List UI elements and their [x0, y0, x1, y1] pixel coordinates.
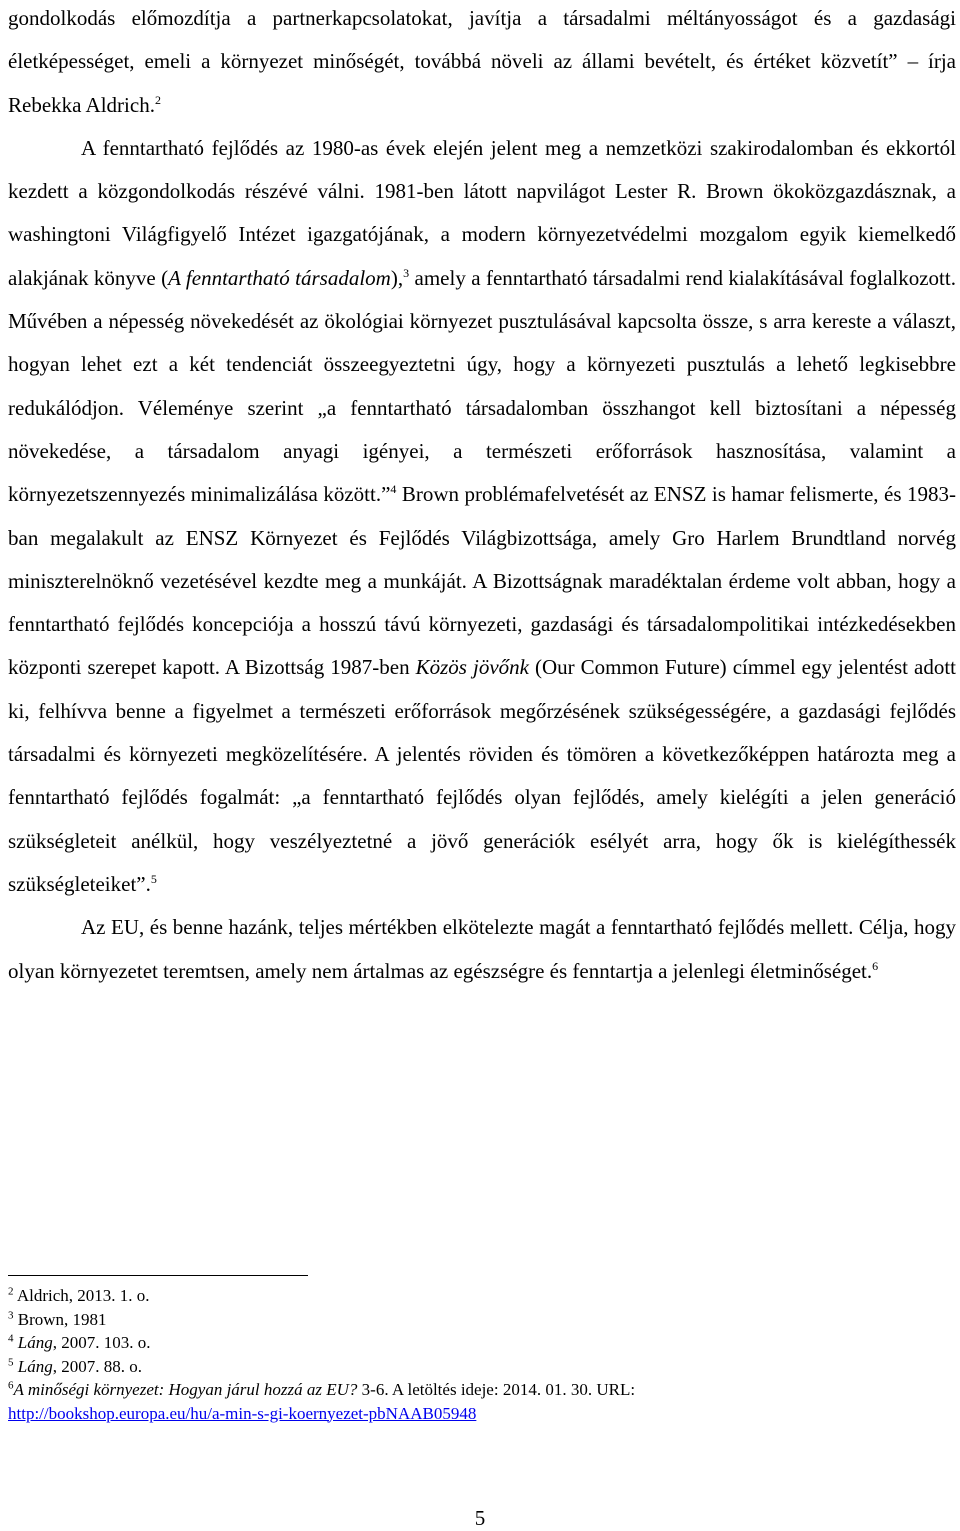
footnote-3: [8, 1308, 956, 1332]
paragraph-2-text-a: A fenntartható fejlődés az 1980-as évek elején jelent meg a nemzetközi szakirodalomban és ekkortól kezdett a közgondolkodás részévé válni. 1981-ben látott napvilágot Lester R. Brown ökoközgazdásznak, a washingtoni Világfigyelő Intézet igazgatójának, a modern környezetvédelmi mozgalom egyik kiemelkedő alakjának könyve (: [8, 135, 956, 290]
document-page: [8, 0, 956, 993]
book-title-italic: A fenntartható társadalom: [168, 265, 391, 290]
footnote-text: Aldrich, 2013. 1. o.: [16, 1286, 150, 1305]
footnote-italic: A minőségi környezet: Hogyan járul hozzá az EU?: [13, 1380, 358, 1399]
footnote-ref-2[interactable]: 2: [154, 92, 161, 107]
footnote-number: 5: [8, 1355, 14, 1368]
page-number: 5: [474, 1506, 486, 1530]
footnote-italic: Láng: [17, 1333, 53, 1352]
footnote-url-link[interactable]: http://bookshop.europa.eu/hu/a-min-s-gi-koernyezet-pbNAAB05948: [8, 1403, 477, 1423]
footnote-5: [8, 1355, 956, 1379]
footnote-ref-3[interactable]: 3: [403, 265, 410, 280]
footnote-text: Brown, 1981: [17, 1309, 107, 1329]
footnote-4: [8, 1331, 956, 1355]
paragraph-1-text: gondolkodás előmozdítja a partnerkapcsolatokat, javítja a társadalmi méltányosságot és a gazdasági életképességet, emeli a környezet minőségét, továbbá növeli az állami bevételt, és értéket közvetít” – írja Rebekka Aldrich.: [8, 6, 956, 117]
footnote-ref-6[interactable]: 6: [872, 958, 879, 973]
footnotes: [8, 1284, 956, 1425]
footnote-number: 4: [8, 1332, 14, 1345]
paragraph-2-text-b: ),: [390, 265, 404, 290]
footnote-number: 6: [8, 1379, 14, 1392]
footnote-2: [8, 1284, 956, 1308]
footnote-ref-4[interactable]: 4: [390, 482, 397, 497]
footnote-italic: Láng: [17, 1356, 53, 1376]
footnote-separator: [8, 1275, 308, 1276]
footnote-number: 2: [8, 1285, 14, 1298]
paragraph-2-text-d: Brown problémafelvetését az ENSZ is hamar felismerte, és 1983-ban megalakult az ENSZ Környezet és Fejlődés Világbizottsága, amely Gro Harlem Brundtland norvég miniszterelnöknő vezetésével kezdte meg a munkáját. A Bizottságnak maradéktalan érdeme volt abban, hogy a fenntartható fejlődés koncepciója a hosszú távú környezeti, gazdasági és társadalompolitikai intézkedésekben központi szerepet kapott. A Bizottság 1987-ben: [8, 482, 956, 680]
report-title-italic: Közös jövőnk: [415, 655, 529, 680]
footnote-text: , 2007. 103. o.: [52, 1333, 151, 1352]
paragraph-1: [8, 0, 956, 127]
footnote-number: 3: [8, 1308, 14, 1321]
footnote-6: [8, 1378, 956, 1425]
paragraph-3: [8, 906, 956, 993]
paragraph-2-text-e: (Our Common Future) címmel egy jelentést adott ki, felhívva benne a figyelmet a természeti erőforrások megőrzésének szükségességére, a gazdasági fejlődés társadalmi és környezeti megközelítésére. A jelentés röviden és tömören a következőképpen határozta meg a fenntartható fejlődés fogalmát: „a fenntartható fejlődés olyan fejlődés, amely kielégíti a jelen generáció szükségleteit anélkül, hogy veszélyeztetné a jövő generációk esélyét arra, hogy ők is kielégíthessék szükségleteiket”.: [8, 655, 957, 896]
footnote-text: , 2007. 88. o.: [52, 1356, 142, 1376]
paragraph-2-text-c: amely a fenntartható társadalmi rend kialakításával foglalkozott. Művében a népesség növekedését az ökológiai környezet pusztulásával kapcsolta össze, s arra kereste a választ, hogyan lehet ezt a két tendenciát összeegyeztetni úgy, hogy a környezeti pusztulás a lehető legkisebbre redukálódjon. Véleménye szerint „a fenntartható társadalomban összhangot kell biztosítani a népesség növekedése, a társadalom anyagi igényei, a természeti erőforrások hasznosítása, valamint a környezetszennyezés minimalizálása között.”: [8, 265, 956, 507]
paragraph-2: [8, 127, 956, 906]
paragraph-3-text: Az EU, és benne hazánk, teljes mértékben elkötelezte magát a fenntartható fejlődés mellett. Célja, hogy olyan környezetet teremtsen, amely nem ártalmas az egészségre és fenntartja a jelenlegi életminőséget.: [8, 915, 956, 983]
footnote-ref-5[interactable]: 5: [150, 871, 157, 886]
footnote-text: 3-6. A letöltés ideje: 2014. 01. 30. URL:: [357, 1380, 636, 1399]
